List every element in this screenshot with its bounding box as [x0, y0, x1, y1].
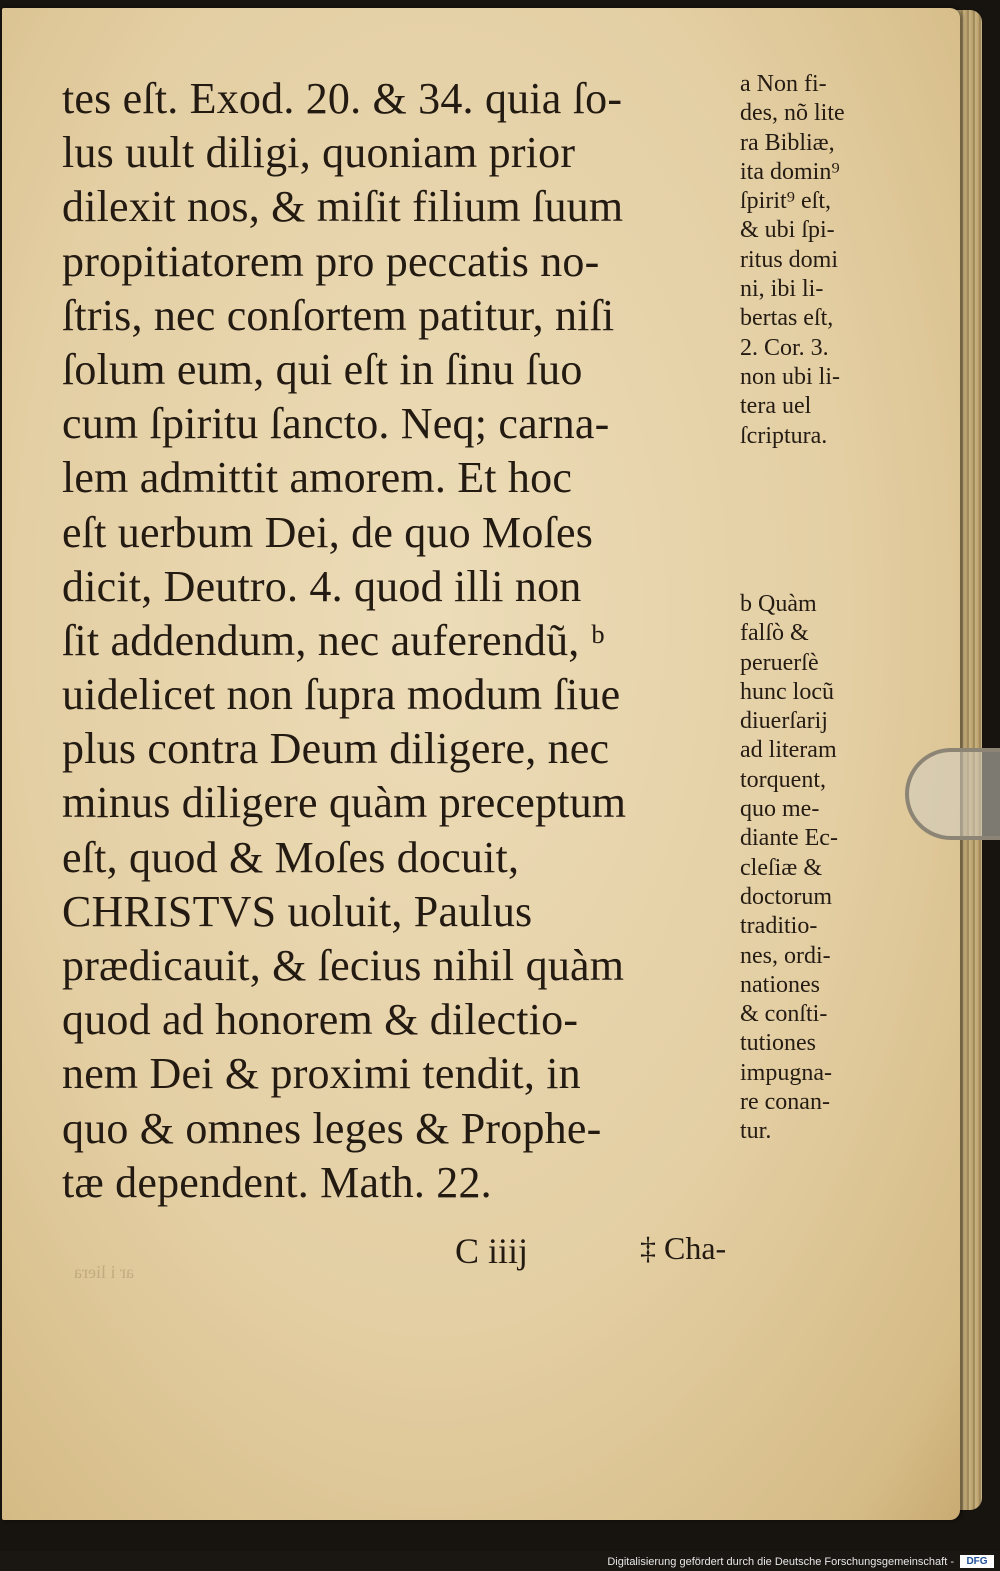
margin-note-line: peruerſè [740, 649, 819, 676]
bleed-through-text: ar i liera [74, 1262, 134, 1282]
text-line: quo & omnes leges & Prophe- [62, 1103, 602, 1153]
margin-note-line: a Non fi- [740, 71, 827, 97]
margin-note-line: ni, ibi li- [740, 276, 824, 303]
text-line: dilexit nos, & miſit filium ſuum [62, 182, 624, 232]
margin-note-line: doctorum [740, 883, 832, 910]
margin-note-line: re conan- [740, 1089, 830, 1116]
text-line: lus uult diligi, quoniam prior [62, 128, 576, 178]
margin-note-line: tutiones [740, 1030, 816, 1057]
margin-note-line: & ubi ſpi- [740, 217, 835, 244]
margin-note-line: cleſiæ & [740, 854, 822, 881]
text-line: ſit addendum, nec auferendũ, ᵇ [62, 615, 605, 665]
margin-note-line: nes, ordi- [740, 942, 831, 969]
page-clip-icon [905, 748, 1000, 840]
margin-note-line: tera uel [740, 393, 812, 420]
text-line: prædicauit, & ſecius nihil quàm [62, 941, 625, 990]
margin-note-line: impugna- [740, 1059, 832, 1086]
margin-note-a [740, 70, 900, 451]
text-line: CHRISTVS uoluit, Paulus [62, 886, 533, 936]
text-line: eſt, quod & Moſes docuit, [62, 832, 520, 882]
text-line: quod ad honorem & dilectio- [62, 995, 579, 1045]
margin-note-b [740, 590, 900, 1147]
margin-note-line: ra Bibliæ, [740, 129, 835, 156]
text-line: lem admittit amorem. Et hoc [62, 453, 573, 503]
text-line: minus diligere quàm preceptum [62, 778, 627, 828]
catchword: ‡ Cha- [640, 1230, 727, 1266]
credit-bar [0, 1551, 1000, 1571]
margin-note-line: hunc locũ [740, 678, 834, 705]
margin-note-line: & conſti- [740, 1001, 828, 1028]
margin-note-line: ad literam [740, 737, 837, 764]
main-text-block [62, 72, 742, 1210]
text-line: tes eſt. Exod. 20. & 34. quia ſo- [62, 74, 623, 123]
margin-note-line: tur. [740, 1118, 772, 1145]
text-line: eſt uerbum Dei, de quo Moſes [62, 507, 594, 557]
text-line: tæ dependent. Math. 22. [62, 1157, 492, 1207]
margin-note-line: des, nõ lite [740, 100, 845, 127]
margin-note-line: traditio- [740, 913, 818, 940]
text-line: ſtris, nec conſortem patitur, niſi [62, 290, 615, 340]
margin-note-line: ritus domi [740, 246, 839, 273]
text-line: uidelicet non ſupra modum ſiue [62, 670, 621, 720]
margin-note-line: falſò & [740, 620, 809, 647]
margin-note-line: ſpirit⁹ eſt, [740, 188, 832, 215]
signature-mark: C iiij [455, 1231, 529, 1271]
margin-note-line: non ubi li- [740, 363, 840, 390]
margin-note-line: ſcriptura. [740, 422, 828, 449]
margin-note-line: bertas eſt, [740, 305, 834, 332]
margin-note-line: quo me- [740, 796, 820, 823]
text-line: plus contra Deum diligere, nec [62, 724, 610, 774]
text-line: nem Dei & proximi tendit, in [62, 1049, 581, 1099]
margin-note-line: diuerſarij [740, 708, 828, 735]
margin-note-line: diante Ec- [740, 825, 838, 852]
text-line: cum ſpiritu ſancto. Neq; carna- [62, 399, 610, 449]
text-line: dicit, Deutro. 4. quod illi non [62, 561, 582, 611]
dfg-logo-icon: DFG [960, 1555, 994, 1568]
margin-note-line: 2. Cor. 3. [740, 334, 829, 361]
text-line: ſolum eum, qui eſt in ſinu ſuo [62, 344, 583, 394]
margin-note-line: ita domin⁹ [740, 158, 840, 185]
digitization-credit: Digitalisierung gefördert durch die Deutsche Forschungsgemeinschaft - [607, 1556, 954, 1568]
text-line: propitiatorem pro peccatis no- [62, 236, 600, 286]
margin-note-line: nationes [740, 971, 820, 998]
margin-note-line: torquent, [740, 766, 826, 793]
margin-note-line: b Quàm [740, 591, 817, 617]
